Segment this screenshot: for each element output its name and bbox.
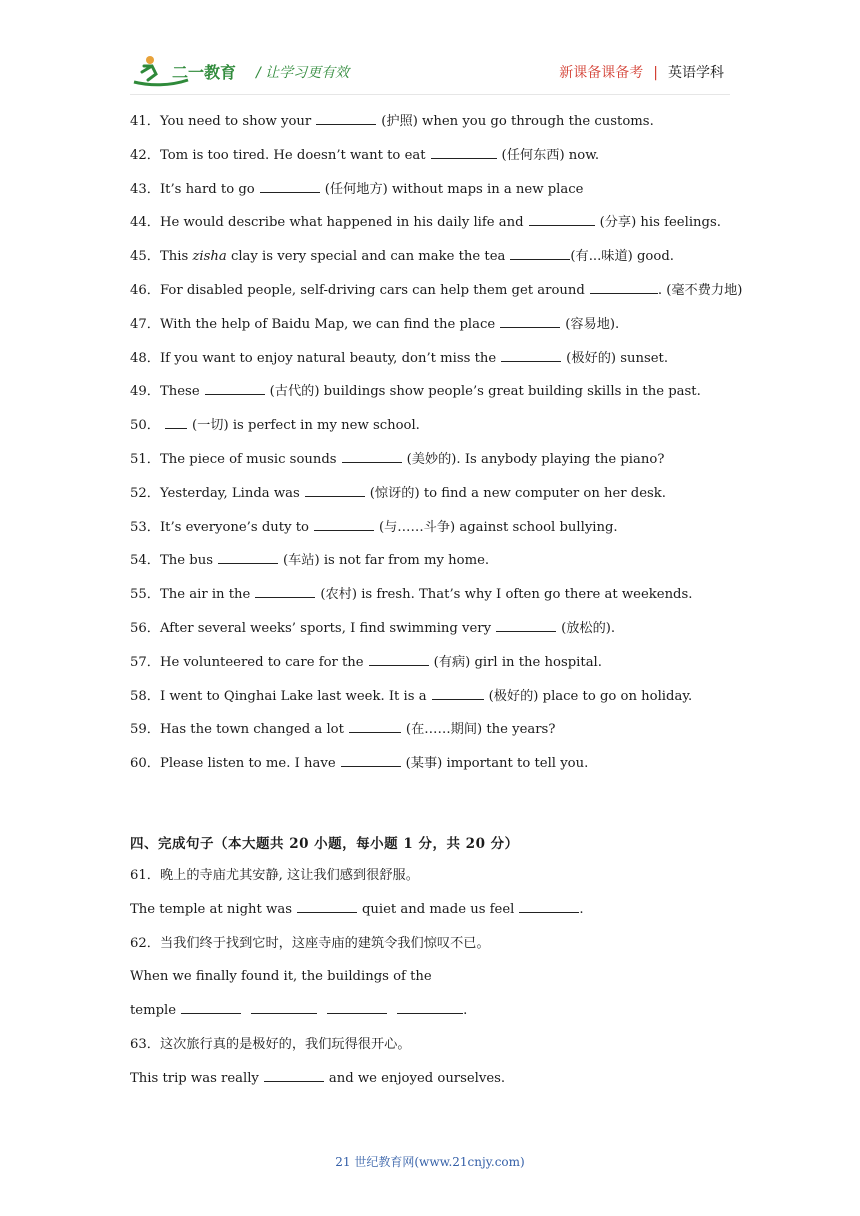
question-text: If you want to enjoy natural beauty, don’t miss the: [159, 350, 497, 366]
question-text: This: [159, 249, 189, 265]
question-text: Tom is too tired. He doesn’t want to eat: [159, 147, 426, 163]
q61-text-a: The temple at night was: [130, 902, 292, 917]
question-number: 53．: [130, 519, 160, 535]
question-number: 49．: [130, 384, 160, 400]
answer-blank[interactable]: [251, 1001, 317, 1014]
answer-blank[interactable]: [181, 1001, 241, 1014]
q62-english-line1: When we finally found it, the buildings of the: [130, 969, 432, 984]
answer-blank[interactable]: [519, 900, 579, 913]
answer-blank[interactable]: [297, 900, 357, 913]
question-text: These: [159, 384, 200, 400]
answer-blank[interactable]: [314, 518, 374, 531]
header-course-label: 新课备课备考: [559, 65, 644, 81]
logo: [130, 52, 240, 90]
question-item: [130, 349, 730, 383]
question-list: [130, 112, 743, 788]
question-text: You need to show your: [159, 114, 312, 129]
question-item: [130, 315, 730, 349]
question-item: [130, 416, 730, 450]
question-hint: (某事) important to tell you.: [405, 756, 589, 772]
question-number: 56．: [130, 620, 160, 636]
question-text: For disabled people, self-driving cars can help them get around: [159, 282, 585, 298]
question-hint: (有...味道) good.: [570, 249, 674, 265]
question-item: [130, 619, 730, 653]
question-text: Please listen to me. I have: [159, 756, 336, 772]
question-text: He would describe what happened in his daily life and: [159, 215, 524, 231]
logo-text: 二一教育: [172, 63, 237, 82]
question-hint: (容易地).: [565, 316, 620, 332]
q62-english-line2: [130, 1001, 730, 1021]
question-item: [130, 585, 730, 619]
question-text: It’s hard to go: [159, 181, 255, 197]
answer-blank[interactable]: [255, 585, 315, 598]
question-number: 60．: [130, 756, 160, 772]
question-number: 51．: [130, 451, 160, 467]
question-number: 44．: [130, 215, 160, 231]
question-text: The bus: [159, 553, 213, 569]
answer-blank[interactable]: [341, 754, 401, 767]
question-hint: (分享) his feelings.: [599, 215, 721, 231]
question-hint: (极好的) sunset.: [566, 350, 669, 366]
question-item: [130, 180, 730, 214]
question-hint: (极好的) place to go on holiday.: [488, 688, 693, 704]
question-text: After several weeks’ sports, I find swimming very: [159, 620, 492, 636]
question-item: [130, 720, 730, 754]
q61-text-b: quiet and made us feel: [361, 902, 515, 917]
q62-end: .: [463, 1003, 468, 1018]
question-hint: (与……斗争) against school bullying.: [378, 519, 618, 535]
question-number: 50．: [130, 418, 160, 434]
question-hint: . (毫不费力地): [657, 282, 743, 298]
question-item: [130, 551, 730, 585]
answer-blank[interactable]: [260, 180, 320, 193]
question-number: 46．: [130, 282, 160, 298]
question-emphasis: zisha: [192, 249, 227, 265]
question-number: 59．: [130, 722, 160, 738]
q63-text-b: and we enjoyed ourselves.: [328, 1071, 506, 1086]
question-hint: (车站) is not far from my home.: [282, 553, 490, 569]
question-number: 43．: [130, 181, 160, 197]
q63-english: [130, 1069, 730, 1089]
question-item: [130, 450, 730, 484]
answer-blank[interactable]: [431, 146, 497, 159]
question-number: 55．: [130, 587, 160, 603]
answer-blank[interactable]: [342, 450, 402, 463]
question-text: The piece of music sounds: [159, 451, 337, 467]
answer-blank[interactable]: [500, 315, 560, 328]
answer-blank[interactable]: [529, 213, 595, 226]
q61-end: .: [579, 902, 584, 917]
answer-blank[interactable]: [496, 619, 556, 632]
question-item: [130, 281, 743, 315]
question-number: 42．: [130, 147, 160, 163]
question-text: He volunteered to care for the: [159, 654, 364, 670]
question-text: I went to Qinghai Lake last week. It is a: [159, 688, 427, 704]
question-item: [130, 484, 730, 518]
question-hint: (惊讶的) to find a new computer on her desk.: [369, 485, 666, 501]
header-subject-label: 英语学科: [668, 65, 724, 81]
question-item: [130, 146, 730, 180]
question-item: [130, 754, 730, 788]
question-text: It’s everyone’s duty to: [159, 519, 309, 535]
header-subject: [559, 62, 724, 82]
section-title: 四、完成句子（本大题共 20 小题，每小题 1 分，共 20 分）: [130, 836, 519, 852]
answer-blank[interactable]: [432, 687, 484, 700]
question-number: 57．: [130, 654, 160, 670]
q62-text: temple: [130, 1003, 177, 1018]
question-number: 45．: [130, 249, 160, 265]
answer-blank[interactable]: [349, 720, 401, 733]
answer-blank[interactable]: [264, 1069, 324, 1082]
answer-blank[interactable]: [205, 382, 265, 395]
answer-blank[interactable]: [327, 1001, 387, 1014]
answer-blank[interactable]: [369, 653, 429, 666]
slogan: / 让学习更有效: [256, 65, 350, 81]
header-divider: [130, 94, 730, 95]
question-number: 47．: [130, 316, 160, 332]
question-item: [130, 247, 730, 281]
question-hint: (护照) when you go through the customs.: [381, 114, 654, 129]
answer-blank[interactable]: [316, 112, 376, 125]
question-text: Yesterday, Linda was: [159, 485, 300, 501]
question-number: 41．: [130, 114, 160, 129]
question-hint: (美妙的). Is anybody playing the piano?: [406, 451, 665, 467]
q62-chinese: 62．当我们终于找到它时，这座寺庙的建筑令我们惊叹不已。: [130, 936, 490, 951]
question-item: [130, 112, 730, 146]
question-text: The air in the: [159, 587, 251, 603]
footer-source: 21 世纪教育网(www.21cnjy.com): [335, 1155, 525, 1169]
question-item: [130, 213, 730, 247]
question-item: [130, 653, 730, 687]
question-hint: (在……期间) the years?: [405, 722, 556, 738]
answer-blank[interactable]: [397, 1001, 463, 1014]
question-number: 52．: [130, 485, 160, 501]
answer-blank[interactable]: [590, 281, 658, 294]
answer-blank[interactable]: [510, 247, 570, 260]
page-header: [0, 0, 860, 100]
q63-chinese: 63．这次旅行真的是极好的，我们玩得很开心。: [130, 1037, 411, 1052]
question-item: [130, 687, 730, 721]
question-item: [130, 382, 730, 416]
answer-blank[interactable]: [165, 416, 187, 429]
question-item: [130, 518, 730, 552]
header-separator: |: [653, 65, 658, 81]
question-number: 48．: [130, 350, 160, 366]
question-hint: (任何东西) now.: [501, 147, 600, 163]
question-text: Has the town changed a lot: [159, 722, 344, 738]
question-text: clay is very special and can make the tea: [230, 249, 506, 265]
question-hint: (放松的).: [561, 620, 616, 636]
q61-chinese: 61．晚上的寺庙尤其安静, 这让我们感到很舒服。: [130, 868, 419, 883]
question-number: 58．: [130, 688, 160, 704]
question-number: 54．: [130, 553, 160, 569]
q61-english: [130, 900, 730, 920]
question-hint: (有病) girl in the hospital.: [433, 654, 602, 670]
answer-blank[interactable]: [501, 349, 561, 362]
answer-blank[interactable]: [218, 551, 278, 564]
q63-text-a: This trip was really: [130, 1071, 259, 1086]
answer-blank[interactable]: [305, 484, 365, 497]
question-text: With the help of Baidu Map, we can find the place: [159, 316, 496, 332]
question-hint: (一切) is perfect in my new school.: [191, 418, 420, 434]
question-hint: (古代的) buildings show people’s great building skills in the past.: [269, 384, 701, 400]
question-hint: (农村) is fresh. That’s why I often go there at weekends.: [320, 587, 693, 603]
question-hint: (任何地方) without maps in a new place: [324, 181, 584, 197]
